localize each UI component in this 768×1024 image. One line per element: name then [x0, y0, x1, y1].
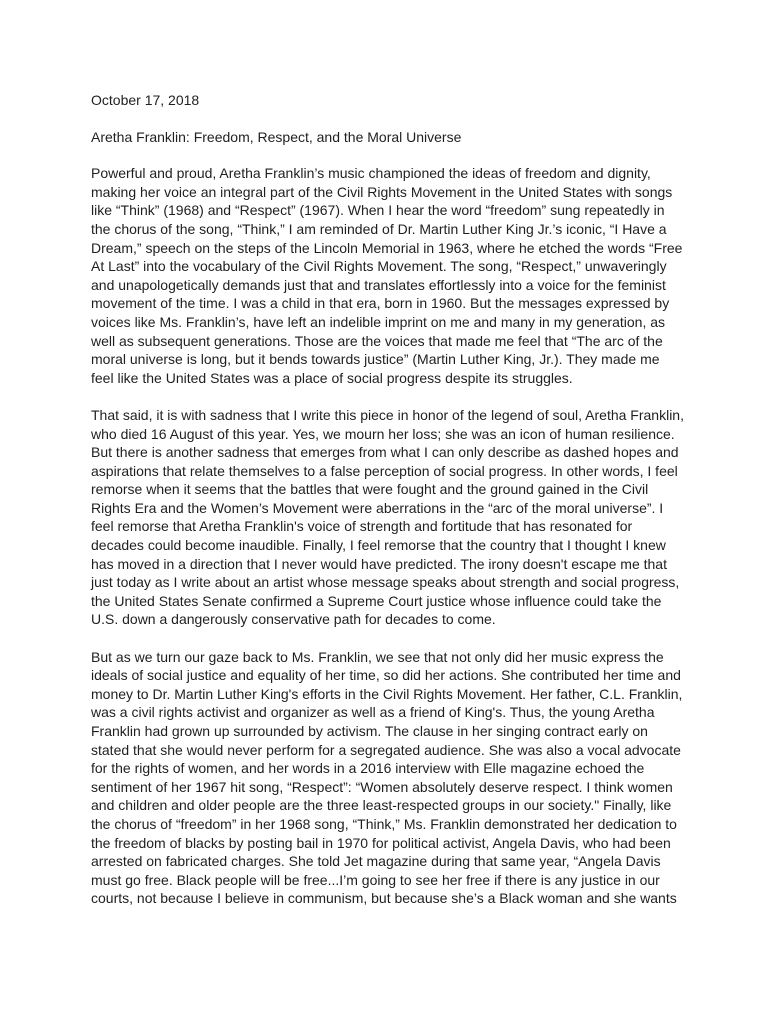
paragraph-line: Dream,” speech on the steps of the Lincoln Memorial in 1963, where he etched the words “Free	[91, 239, 683, 256]
paragraph-line: the United States Senate confirmed a Supreme Court justice whose influence could take the	[91, 592, 662, 609]
paragraph-line: the chorus of “freedom” in her 1968 song, “Think,” Ms. Franklin demonstrated her dedication to	[91, 815, 677, 832]
paragraph-line: money to Dr. Martin Luther King's efforts in the Civil Rights Movement. Her father, C.L. Franklin,	[91, 685, 683, 702]
paragraph-line: ideals of social justice and equality of her time, so did her actions. She contributed her time and	[91, 667, 681, 684]
paragraph-line: the freedom of blacks by posting bail in 1970 for political activist, Angela Davis, who had been	[91, 834, 671, 851]
paragraph-line: That said, it is with sadness that I write this piece in honor of the legend of soul, Aretha Franklin,	[91, 406, 684, 423]
paragraph-line: Powerful and proud, Aretha Franklin’s music championed the ideas of freedom and dignity,	[91, 165, 651, 182]
paragraph-line: like “Think” (1968) and “Respect” (1967). When I hear the word “freedom” sung repeatedly in	[91, 202, 665, 219]
body-paragraph	[91, 406, 691, 629]
body-paragraph	[91, 164, 691, 387]
paragraph-line: At Last” into the vocabulary of the Civil Rights Movement. The song, “Respect,” unwaveringly	[91, 258, 667, 275]
paragraph-line: making her voice an integral part of the Civil Rights Movement in the United States with songs	[91, 183, 673, 200]
paragraph-line: arrested on fabricated charges. She told Jet magazine during that same year, “Angela Davis	[91, 853, 661, 870]
body-paragraph	[91, 648, 691, 908]
paragraph-line: just today as I write about an artist whose message speaks about strength and social progress,	[91, 574, 680, 591]
paragraph-line: was a civil rights activist and organizer as well as a friend of King's. Thus, the young Aretha	[91, 704, 655, 721]
paragraph-line: sentiment of her 1967 hit song, “Respect”: “Women absolutely deserve respect. I think women	[91, 778, 673, 795]
paragraph-line: Franklin had grown up surrounded by activism. The clause in her singing contract early on	[91, 723, 648, 739]
paragraph-line: the chorus of the song, “Think,” I am reminded of Dr. Martin Luther King Jr.’s iconic, “I Have a	[91, 220, 667, 237]
paragraph-line: feel remorse that Aretha Franklin's voice of strength and fortitude that has resonated for	[91, 518, 633, 535]
paragraph-line: for the rights of women, and her words in a 2016 interview with Elle magazine echoed the	[91, 760, 645, 777]
paragraph-line: remorse when it seems that the battles that were fought and the ground gained in the Civil	[91, 481, 649, 498]
paragraph-line: But there is another sadness that emerges from what I can only describe as dashed hopes and	[91, 444, 679, 461]
paragraph-line: who died 16 August of this year. Yes, we mourn her loss; she was an icon of human resilience.	[91, 425, 675, 442]
paragraph-line: moral universe is long, but it bends towards justice” (Martin Luther King, Jr.). They made me	[91, 351, 660, 368]
paragraph-line: stated that she would never perform for a segregated audience. She was also a vocal advocate	[91, 741, 681, 758]
paragraph-line: must go free. Black people will be free...I’m going to see her free if there is any justice in our	[91, 871, 660, 888]
paragraph-line: voices like Ms. Franklin’s, have left an indelible imprint on me and many in my generation, as	[91, 313, 666, 330]
paragraph-line: well as subsequent generations. Those are the voices that made me feel that “The arc of the	[91, 332, 663, 349]
paragraph-line: aspirations that relate themselves to a false perception of social progress. In other words, I feel	[91, 462, 678, 479]
paragraph-line: and unapologetically demands just that and translates effortlessly into a voice for the feminist	[91, 276, 666, 293]
paragraph-line: movement of the time. I was a child in that era, born in 1960. But the messages expressed by	[91, 295, 670, 312]
paragraph-line: decades could become inaudible. Finally, I feel remorse that the country that I thought I knew	[91, 537, 666, 554]
paragraph-line: But as we turn our gaze back to Ms. Franklin, we see that not only did her music express the	[91, 648, 664, 665]
document-title: Aretha Franklin: Freedom, Respect, and the Moral Universe	[91, 128, 462, 145]
paragraph-line: U.S. down a dangerously conservative path for decades to come.	[91, 611, 496, 628]
paragraph-line: has moved in a direction that I never would have predicted. The irony doesn't escape me that	[91, 555, 667, 572]
paragraph-line: Rights Era and the Women’s Movement were aberrations in the “arc of the moral universe”. I	[91, 499, 664, 516]
document-page	[91, 91, 691, 927]
paragraph-line: feel like the United States was a place of social progress despite its struggles.	[91, 369, 573, 386]
document-body	[91, 164, 691, 908]
document-date: October 17, 2018	[91, 92, 200, 108]
paragraph-line: courts, not because I believe in communism, but because she’s a Black woman and she wants	[91, 890, 677, 907]
paragraph-line: and children and older people are the three least-respected groups in our society." Finally, like	[91, 797, 672, 814]
